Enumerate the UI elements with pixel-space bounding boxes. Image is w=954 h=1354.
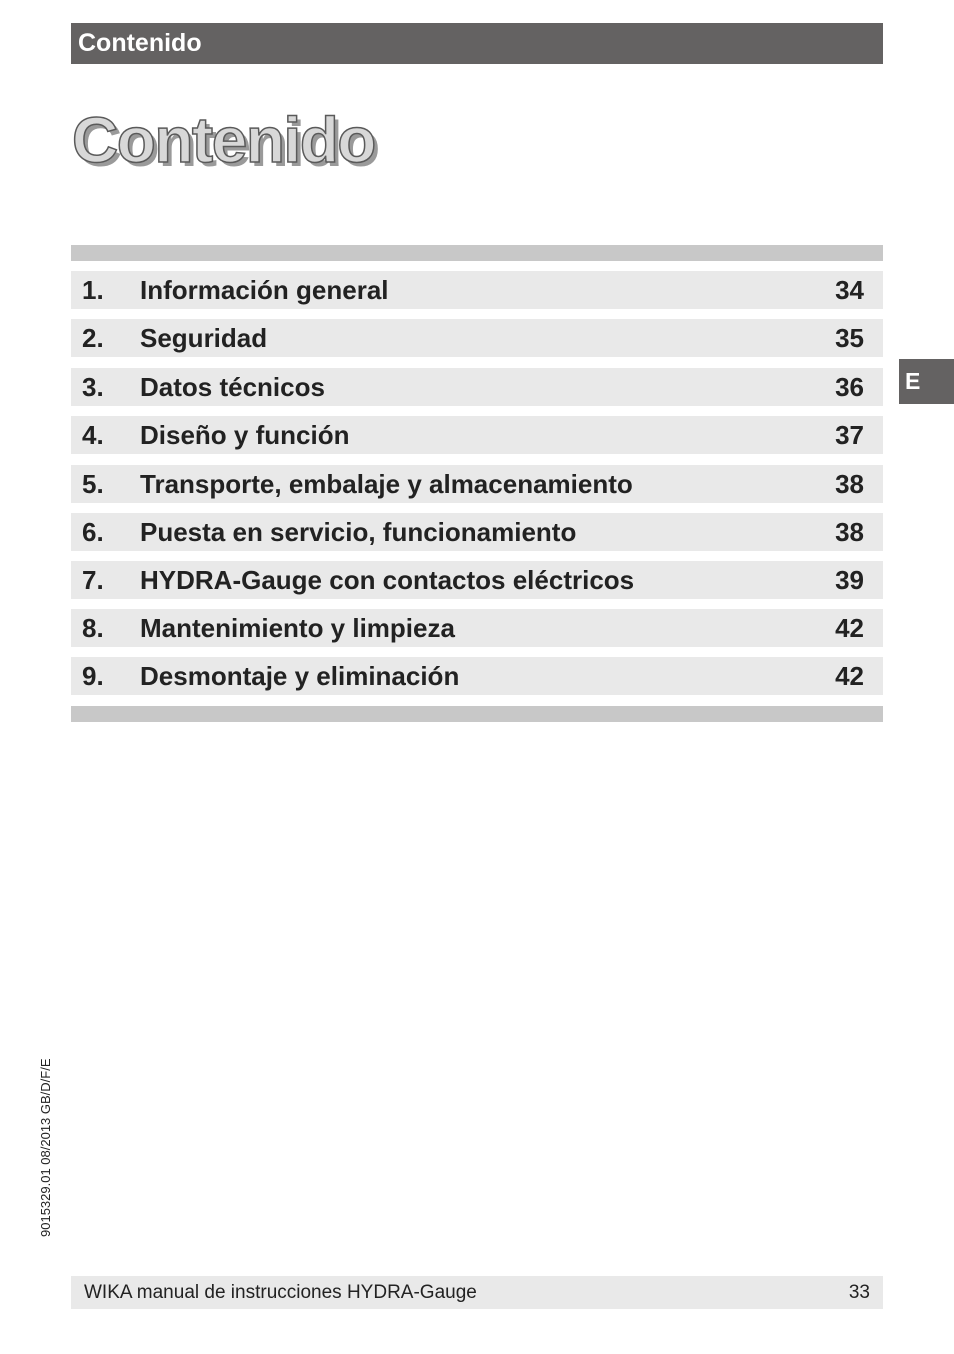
toc-top-divider [71,245,883,261]
document-code: 9015329.01 08/2013 GB/D/F/E [38,1058,53,1237]
toc-page: 42 [835,612,864,643]
language-tab[interactable] [899,359,954,404]
header-title: Contenido [78,29,202,57]
toc-title: Seguridad [140,322,268,353]
toc-number: 7. [82,564,104,595]
toc-entry-7[interactable] [71,561,883,599]
page-title: Contenido [72,104,375,176]
toc-number: 4. [82,419,104,450]
toc-title: Datos técnicos [140,371,325,402]
toc-entry-6[interactable] [71,513,883,551]
toc-bottom-divider [71,706,883,722]
toc-title: Transporte, embalaje y almacenamiento [140,468,633,499]
toc-page: 36 [835,371,864,402]
toc-number: 8. [82,612,104,643]
toc-title: Diseño y función [140,419,350,450]
toc-entry-3[interactable] [71,368,883,406]
toc-number: 9. [82,660,104,691]
toc-entry-9[interactable] [71,657,883,695]
toc-page: 39 [835,564,864,595]
toc-number: 2. [82,322,104,353]
toc-page: 37 [835,419,864,450]
toc-title: HYDRA-Gauge con contactos eléctricos [140,564,635,595]
toc-number: 6. [82,516,104,547]
header-bar [71,23,883,64]
footer-bar [71,1276,883,1309]
footer-text: WIKA manual de instrucciones HYDRA-Gauge [84,1281,477,1303]
toc-title: Mantenimiento y limpieza [140,612,455,643]
footer-page-number: 33 [848,1281,870,1303]
toc-entry-2[interactable] [71,319,883,357]
toc-title: Puesta en servicio, funcionamiento [140,516,577,547]
toc-page: 34 [835,274,864,305]
toc-title: Desmontaje y eliminación [140,660,460,691]
toc-page: 35 [835,322,864,353]
toc-number: 3. [82,371,104,402]
toc-number: 5. [82,468,104,499]
toc-page: 38 [835,468,864,499]
toc-page: 42 [835,660,864,691]
toc-entry-8[interactable] [71,609,883,647]
toc-entry-4[interactable] [71,416,883,454]
toc-entry-5[interactable] [71,465,883,503]
toc-title: Información general [140,274,389,305]
toc-entry-1[interactable] [71,271,883,309]
language-tab-label: E [905,368,921,394]
toc-number: 1. [82,274,104,305]
toc-page: 38 [835,516,864,547]
